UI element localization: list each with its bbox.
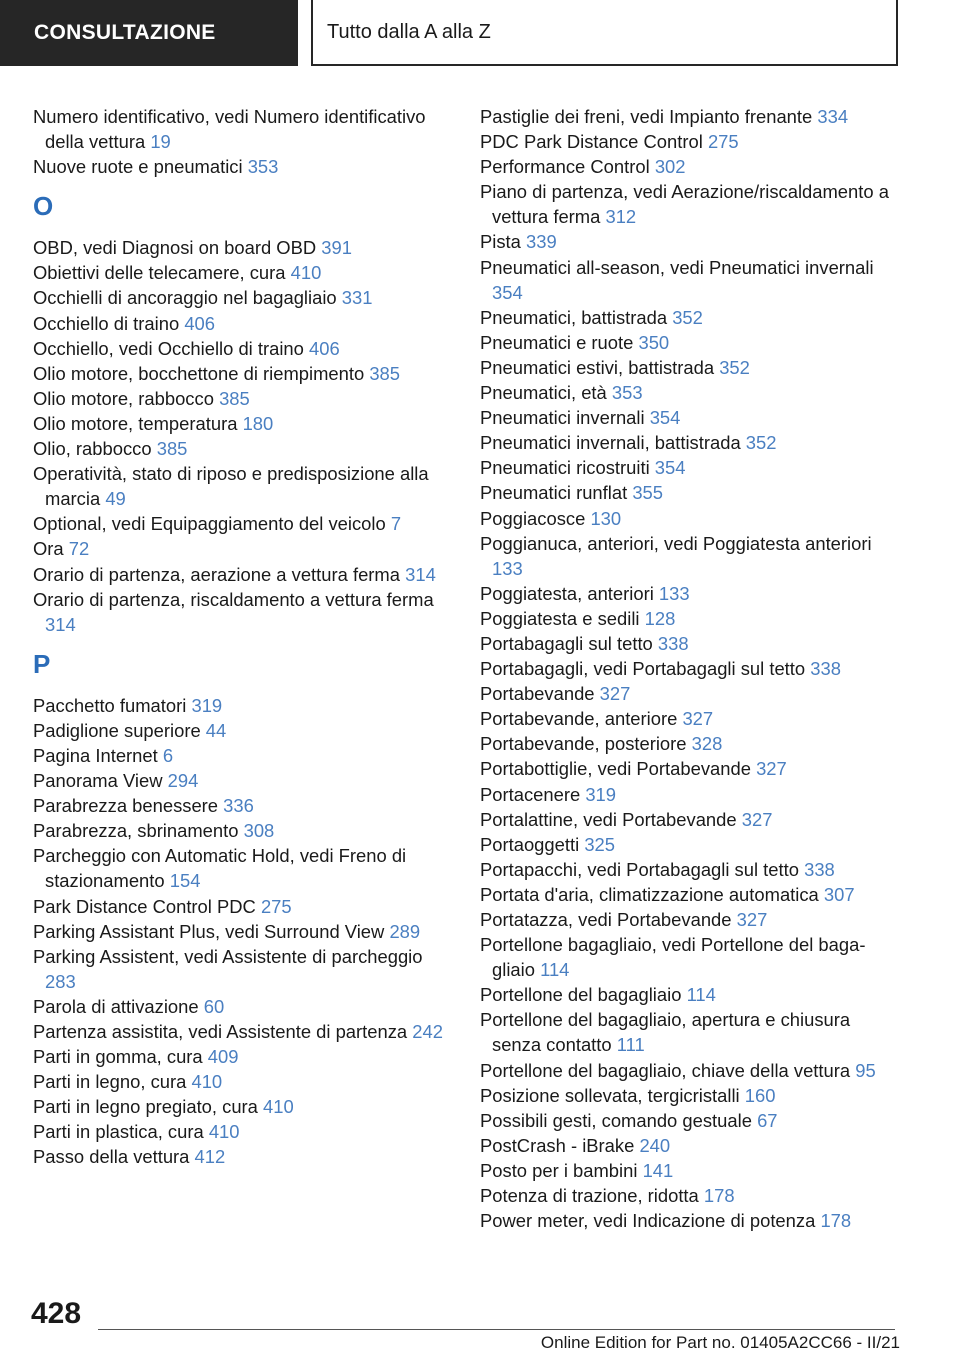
page-reference-link[interactable]: 338 xyxy=(657,632,689,654)
chapter-title: Tutto dalla A alla Z xyxy=(311,0,898,66)
index-entry xyxy=(480,581,900,606)
index-entry-text: Occhielli di ancoraggio nel bagagliaio xyxy=(33,287,337,309)
index-entry xyxy=(480,631,900,656)
page-reference-link[interactable]: 336 xyxy=(223,795,254,817)
index-entry xyxy=(480,380,900,405)
page-reference-link[interactable]: 154 xyxy=(169,870,201,892)
index-entry xyxy=(480,305,900,330)
index-entry-text: Pacchetto fumatori xyxy=(33,694,187,716)
page-reference-link[interactable]: 352 xyxy=(745,432,777,454)
index-entry xyxy=(33,235,453,260)
page-reference-link[interactable]: 410 xyxy=(208,1121,240,1143)
index-entry-text: Parti in legno pregiato, cura xyxy=(33,1096,258,1118)
index-entry xyxy=(480,1007,900,1057)
index-letter-heading: P xyxy=(33,648,51,679)
index-entry xyxy=(480,506,900,531)
index-entry-text: Portabevande, posteriore xyxy=(480,733,687,755)
page-reference-link[interactable]: 240 xyxy=(639,1134,671,1156)
page-reference-link[interactable]: 314 xyxy=(405,563,436,585)
index-entry xyxy=(33,1069,453,1094)
index-entry xyxy=(33,461,453,511)
index-entry-text: Poggiatesta e sedili xyxy=(480,607,640,629)
index-entry xyxy=(33,411,453,436)
page-reference-link[interactable]: 141 xyxy=(642,1159,674,1181)
page-reference-link[interactable]: 355 xyxy=(632,482,664,504)
index-entry xyxy=(33,944,453,994)
index-entry-text: Portacenere xyxy=(480,783,581,805)
index-entry xyxy=(480,1108,900,1133)
index-entry-text: Pneumatici runflat xyxy=(480,482,628,504)
index-entry-text: Padiglione superiore xyxy=(33,719,201,741)
page-header xyxy=(0,0,896,66)
index-entry xyxy=(33,361,453,386)
page-reference-link[interactable]: 412 xyxy=(194,1146,226,1168)
index-entry xyxy=(33,436,453,461)
page-reference-link[interactable]: 319 xyxy=(191,694,223,716)
index-entry-text: Pagina Internet xyxy=(33,744,158,766)
index-entry-text: Olio motore, temperatura xyxy=(33,412,238,434)
page-reference-link[interactable]: 178 xyxy=(820,1210,852,1232)
page-reference-link[interactable]: 128 xyxy=(644,607,676,629)
index-entry xyxy=(480,982,900,1007)
index-entry xyxy=(480,430,900,455)
page-reference-link[interactable]: 406 xyxy=(309,337,340,359)
index-entry-text: Olio motore, rabbocco xyxy=(33,387,214,409)
index-entry xyxy=(33,562,453,587)
index-entry xyxy=(33,1144,453,1169)
index-entry-text: Partenza assistita, vedi Assistente di partenza xyxy=(33,1021,408,1042)
page-reference-link[interactable]: 410 xyxy=(263,1096,294,1118)
page-reference-link[interactable]: 352 xyxy=(672,306,703,328)
index-column-left xyxy=(33,104,453,1170)
index-entry xyxy=(480,706,900,731)
index-entry-text: Parola di attivazione xyxy=(33,995,199,1017)
index-entry xyxy=(480,782,900,807)
page-reference-link[interactable]: 338 xyxy=(810,658,841,680)
index-entry xyxy=(480,330,900,355)
page-reference-link[interactable]: 385 xyxy=(219,387,250,409)
index-entry xyxy=(33,1044,453,1069)
page-reference-link[interactable]: 391 xyxy=(321,237,352,259)
index-entry-text: Portabevande, anteriore xyxy=(480,708,678,730)
page-reference-link[interactable]: 353 xyxy=(611,382,643,404)
index-entry-text: Portabevande xyxy=(480,683,595,705)
page-reference-link[interactable]: 385 xyxy=(156,438,188,460)
page-reference-link[interactable]: 385 xyxy=(369,362,401,384)
page-reference-link[interactable]: 289 xyxy=(389,920,421,942)
page-reference-link[interactable]: 67 xyxy=(757,1109,778,1131)
page-reference-link[interactable]: 95 xyxy=(855,1059,876,1081)
page-reference-link[interactable]: 327 xyxy=(756,758,787,780)
index-entry-text: Parabrezza, sbrinamento xyxy=(33,820,239,842)
page-reference-link[interactable]: 7 xyxy=(390,513,402,535)
index-entry-text: Pneumatici estivi, battistrada xyxy=(480,356,715,378)
index-entry-text: Pneumatici invernali xyxy=(480,407,645,429)
index-entry-text: Pneumatici ricostruiti xyxy=(480,457,650,479)
index-entry xyxy=(480,455,900,480)
index-entry xyxy=(33,260,453,285)
index-entry xyxy=(480,807,900,832)
footer-divider xyxy=(98,1329,895,1330)
index-entry xyxy=(480,832,900,857)
index-entry-text: Obiettivi delle telecamere, cura xyxy=(33,262,286,284)
index-letter-heading: O xyxy=(33,191,54,222)
index-entry-text: Portellone del bagagliaio, chiave della vettura xyxy=(480,1059,851,1081)
page-reference-link[interactable]: 406 xyxy=(184,312,215,334)
page-reference-link[interactable]: 275 xyxy=(260,895,292,917)
index-entry-text: Parcheggio con Automatic Hold, vedi Freno di stazionamento xyxy=(33,845,407,892)
page-reference-link[interactable]: 327 xyxy=(741,808,773,830)
page-reference-link[interactable]: 111 xyxy=(616,1034,645,1056)
page-reference-link[interactable]: 114 xyxy=(540,959,570,981)
page-reference-link[interactable]: 49 xyxy=(105,488,126,510)
index-entry xyxy=(480,1158,900,1183)
index-entry xyxy=(480,104,900,129)
index-entry xyxy=(33,587,453,637)
index-entry-text: Possibili gesti, comando gestuale xyxy=(480,1109,752,1131)
index-entry-text: Poggianuca, anteriori, vedi Poggiatesta anteriori xyxy=(480,532,872,554)
index-entry xyxy=(480,756,900,781)
index-entry xyxy=(33,818,453,843)
index-entry xyxy=(33,311,453,336)
index-entry xyxy=(480,857,900,882)
page-reference-link[interactable]: 350 xyxy=(638,331,670,353)
index-entry-text: Portellone bagagliaio, vedi Portellone del bagagliaio xyxy=(480,934,866,981)
index-entry-text: Parti in legno, cura xyxy=(33,1071,187,1093)
index-entry-text: Nuove ruote e pneumatici xyxy=(33,156,243,178)
index-entry-text: PDC Park Distance Control xyxy=(480,131,703,153)
page-reference-link[interactable]: 354 xyxy=(492,281,523,303)
index-entry-text: Pastiglie dei freni, vedi Impianto frenante xyxy=(480,106,813,127)
index-entry xyxy=(33,743,453,768)
index-entry-text: Pneumatici all-season, vedi Pneumatici invernali xyxy=(480,256,874,278)
index-entry-text: Portabottiglie, vedi Portabevande xyxy=(480,758,751,780)
index-entry xyxy=(480,1058,900,1083)
index-entry-text: Orario di partenza, riscaldamento a vettura ferma xyxy=(33,588,434,610)
page-reference-link[interactable]: 353 xyxy=(247,156,279,178)
index-entry-text: Passo della vettura xyxy=(33,1146,190,1168)
index-entry xyxy=(480,1183,900,1208)
index-entry-text: Power meter, vedi Indicazione di potenza xyxy=(480,1210,816,1232)
page-reference-link[interactable]: 339 xyxy=(526,231,557,253)
page-reference-link[interactable]: 410 xyxy=(290,262,322,284)
index-entry-text: Portapacchi, vedi Portabagagli sul tetto xyxy=(480,858,799,880)
index-entry-text: Ora xyxy=(33,538,64,560)
index-entry xyxy=(480,179,900,229)
index-entry-text: Portata d'aria, climatizzazione automatica xyxy=(480,883,819,905)
page-reference-link[interactable]: 72 xyxy=(68,538,90,560)
index-entry xyxy=(480,1083,900,1108)
page-reference-link[interactable]: 409 xyxy=(207,1046,239,1068)
index-entry xyxy=(33,1119,453,1144)
index-entry xyxy=(480,907,900,932)
index-entry-text: Occhiello di traino xyxy=(33,312,180,334)
index-entry-text: Performance Control xyxy=(480,156,650,178)
index-entry xyxy=(480,255,900,305)
index-entry xyxy=(33,894,453,919)
index-entry xyxy=(33,843,453,893)
page-reference-link[interactable]: 314 xyxy=(45,613,76,635)
page-reference-link[interactable]: 331 xyxy=(341,287,373,309)
page-reference-link[interactable]: 338 xyxy=(804,858,835,880)
index-entry xyxy=(480,480,900,505)
index-entry xyxy=(480,656,900,681)
index-entry xyxy=(33,793,453,818)
index-entry-text: Panorama View xyxy=(33,770,163,792)
page-reference-link[interactable]: 44 xyxy=(205,719,227,741)
index-entry-text: Posto per i bambini xyxy=(480,1159,638,1181)
page-reference-link[interactable]: 133 xyxy=(658,582,690,604)
index-entry xyxy=(480,154,900,179)
index-entry-text: Potenza di trazione, ridotta xyxy=(480,1185,699,1207)
index-entry-text: Operatività, stato di riposo e predisposizione alla marcia xyxy=(33,463,429,510)
page-reference-link[interactable]: 275 xyxy=(707,131,739,153)
index-entry-text: Piano di partenza, vedi Aerazione/riscaldamento a vettura ferma xyxy=(480,181,889,228)
page-reference-link[interactable]: 60 xyxy=(203,995,225,1017)
page-reference-link[interactable]: 334 xyxy=(817,106,849,127)
index-entry-text: Poggiatesta, anteriori xyxy=(480,582,654,604)
index-entry xyxy=(33,1019,453,1044)
index-entry-text: Park Distance Control PDC xyxy=(33,895,256,917)
index-entry-text: Portellone del bagagliaio, apertura e chiusura senza contatto xyxy=(480,1009,851,1056)
page-reference-link[interactable]: 327 xyxy=(599,683,631,705)
index-entry xyxy=(480,882,900,907)
page-reference-link[interactable]: 354 xyxy=(649,407,681,429)
index-entry-text: Poggiacosce xyxy=(480,507,586,529)
index-entry-text: OBD, vedi Diagnosi on board OBD xyxy=(33,237,317,259)
index-entry-text: Pneumatici e ruote xyxy=(480,331,634,353)
index-entry xyxy=(480,932,900,982)
index-entry xyxy=(480,681,900,706)
page-reference-link[interactable]: 302 xyxy=(654,156,686,178)
page-reference-link[interactable]: 133 xyxy=(492,557,523,579)
page-number: 428 xyxy=(31,1297,82,1330)
index-entry-text: Parabrezza benessere xyxy=(33,795,219,817)
index-entry-text: Parti in gomma, cura xyxy=(33,1046,203,1068)
page-reference-link[interactable]: 327 xyxy=(682,708,714,730)
index-entry xyxy=(480,355,900,380)
index-entry-text: Portatazza, vedi Portabevande xyxy=(480,909,732,930)
index-entry xyxy=(33,536,453,561)
index-entry xyxy=(480,531,900,581)
page-reference-link[interactable]: 354 xyxy=(654,457,686,479)
page-reference-link[interactable]: 312 xyxy=(605,206,637,228)
index-entry-text: Pneumatici invernali, battistrada xyxy=(480,432,741,454)
index-entry xyxy=(33,511,453,536)
index-entry-text: Parking Assistant Plus, vedi Surround View xyxy=(33,920,385,942)
index-entry-text: Pista xyxy=(480,231,521,253)
page-reference-link[interactable]: 178 xyxy=(703,1185,735,1207)
index-entry-text: Pneumatici, età xyxy=(480,382,607,404)
index-entry xyxy=(480,1133,900,1158)
index-entry-text: Olio, rabbocco xyxy=(33,438,152,460)
index-entry xyxy=(480,229,900,254)
page-reference-link[interactable]: 410 xyxy=(191,1071,223,1093)
page-reference-link[interactable]: 325 xyxy=(584,833,615,855)
section-label: CONSULTAZIONE xyxy=(0,0,298,66)
page-reference-link[interactable]: 319 xyxy=(585,783,617,805)
index-entry-text: Portabagagli sul tetto xyxy=(480,632,653,654)
index-entry-text: Posizione sollevata, tergicristalli xyxy=(480,1084,740,1106)
index-entry-text: Pneumatici, battistrada xyxy=(480,306,668,328)
page-reference-link[interactable]: 19 xyxy=(150,131,171,153)
index-entry xyxy=(33,154,453,179)
index-entry-text: Parti in plastica, cura xyxy=(33,1121,204,1143)
page-reference-link[interactable]: 130 xyxy=(590,507,622,529)
index-entry xyxy=(33,285,453,310)
page-reference-link[interactable]: 242 xyxy=(412,1021,443,1042)
index-entry-text: Portellone del bagagliaio xyxy=(480,984,682,1006)
index-entry xyxy=(33,386,453,411)
index-entry xyxy=(480,606,900,631)
index-entry xyxy=(480,1208,900,1233)
index-entry-text: Orario di partenza, aerazione a vettura ferma xyxy=(33,563,400,585)
page-reference-link[interactable]: 327 xyxy=(736,909,768,930)
index-column-right xyxy=(480,104,900,1233)
page-reference-link[interactable]: 6 xyxy=(162,744,174,766)
index-entry-text: Parking Assistent, vedi Assistente di parcheggio xyxy=(33,945,423,967)
index-entry xyxy=(480,129,900,154)
index-entry-text: Olio motore, bocchettone di riempimento xyxy=(33,362,365,384)
page-reference-link[interactable]: 352 xyxy=(719,356,750,378)
index-entry-text: Portalattine, vedi Portabevande xyxy=(480,808,737,830)
page-reference-link[interactable]: 114 xyxy=(686,984,716,1006)
index-entry xyxy=(33,336,453,361)
index-entry-text: Portaoggetti xyxy=(480,833,580,855)
page-reference-link[interactable]: 283 xyxy=(45,970,76,992)
index-entry xyxy=(33,768,453,793)
index-entry xyxy=(33,919,453,944)
index-entry-text: PostCrash - iBrake xyxy=(480,1134,635,1156)
index-entry xyxy=(33,718,453,743)
page-reference-link[interactable]: 180 xyxy=(242,412,274,434)
footer-edition: Online Edition for Part no. 01405A2CC66 - II/21 xyxy=(540,1333,900,1352)
page-reference-link[interactable]: 328 xyxy=(691,733,723,755)
page-reference-link[interactable]: 308 xyxy=(243,820,275,842)
index-entry xyxy=(33,994,453,1019)
index-entry xyxy=(480,731,900,756)
page-reference-link[interactable]: 294 xyxy=(167,770,199,792)
index-entry xyxy=(33,104,453,154)
index-entry xyxy=(33,1094,453,1119)
page-reference-link[interactable]: 307 xyxy=(823,883,855,905)
index-entry-text: Portabagagli, vedi Portabagagli sul tetto xyxy=(480,658,806,680)
index-entry xyxy=(480,405,900,430)
index-entry xyxy=(33,693,453,718)
index-entry-text: Numero identificativo, vedi Numero identificativo della vettura xyxy=(33,106,426,153)
page-reference-link[interactable]: 160 xyxy=(744,1084,776,1106)
index-entry-text: Optional, vedi Equipaggiamento del veicolo xyxy=(33,513,386,535)
index-entry-text: Occhiello, vedi Occhiello di traino xyxy=(33,337,304,359)
